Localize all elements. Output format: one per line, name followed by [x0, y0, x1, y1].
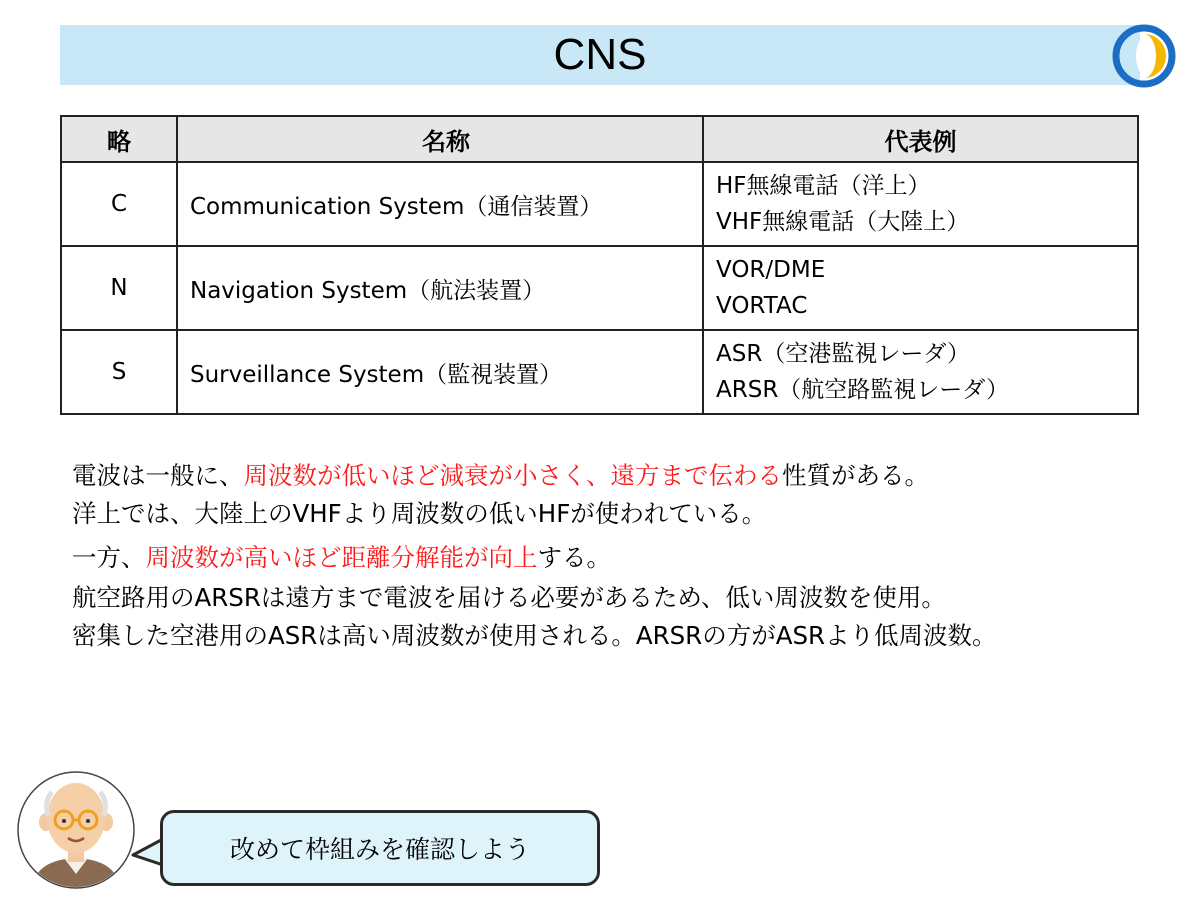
cns-table [60, 115, 1139, 415]
examples-cell [703, 330, 1138, 414]
paragraph-text: 一方、 [72, 543, 146, 572]
paragraph-1 [72, 458, 929, 494]
table-row [61, 330, 1138, 414]
paragraph-2: 洋上では、大陸上のVHFより周波数の低いHFが使われている。 [72, 499, 767, 528]
table-header-row [61, 116, 1138, 162]
name-cell: Communication System（通信装置） [177, 162, 703, 246]
abbr-cell: N [61, 246, 177, 330]
name-cell: Navigation System（航法装置） [177, 246, 703, 330]
header-abbr: 略 [61, 116, 177, 162]
title-bar [60, 25, 1140, 85]
highlight-text: 周波数が低いほど減衰が小さく、遠方まで伝わる [243, 461, 783, 490]
table-row [61, 162, 1138, 246]
paragraph-3 [72, 540, 611, 576]
example-item: VORTAC [716, 293, 808, 319]
old-man-avatar-icon [16, 770, 136, 890]
examples-cell [703, 246, 1138, 330]
bubble-tail [131, 835, 163, 869]
logo-icon [1112, 24, 1176, 88]
page-title: CNS [553, 30, 647, 79]
example-item: HF無線電話（洋上） [716, 173, 931, 199]
name-cell: Surveillance System（監視装置） [177, 330, 703, 414]
table-row [61, 246, 1138, 330]
paragraph-text: 性質がある。 [782, 461, 930, 490]
example-item: ARSR（航空路監視レーダ） [716, 377, 1009, 403]
abbr-cell: C [61, 162, 177, 246]
abbr-cell: S [61, 330, 177, 414]
examples-cell [703, 162, 1138, 246]
paragraph-text: 電波は一般に、 [72, 461, 244, 490]
speech-bubble: 改めて枠組みを確認しよう [160, 810, 600, 886]
example-item: ASR（空港監視レーダ） [716, 341, 971, 367]
paragraph-5: 密集した空港用のASRは高い周波数が使用される。ARSRの方がASRより低周波数。 [72, 621, 997, 650]
example-item: VOR/DME [716, 257, 826, 283]
header-examples: 代表例 [703, 116, 1138, 162]
paragraph-4: 航空路用のARSRは遠方まで電波を届ける必要があるため、低い周波数を使用。 [72, 583, 946, 612]
paragraph-text: する。 [537, 543, 611, 572]
example-item: VHF無線電話（大陸上） [716, 209, 970, 235]
highlight-text: 周波数が高いほど距離分解能が向上 [145, 543, 538, 572]
header-name: 名称 [177, 116, 703, 162]
